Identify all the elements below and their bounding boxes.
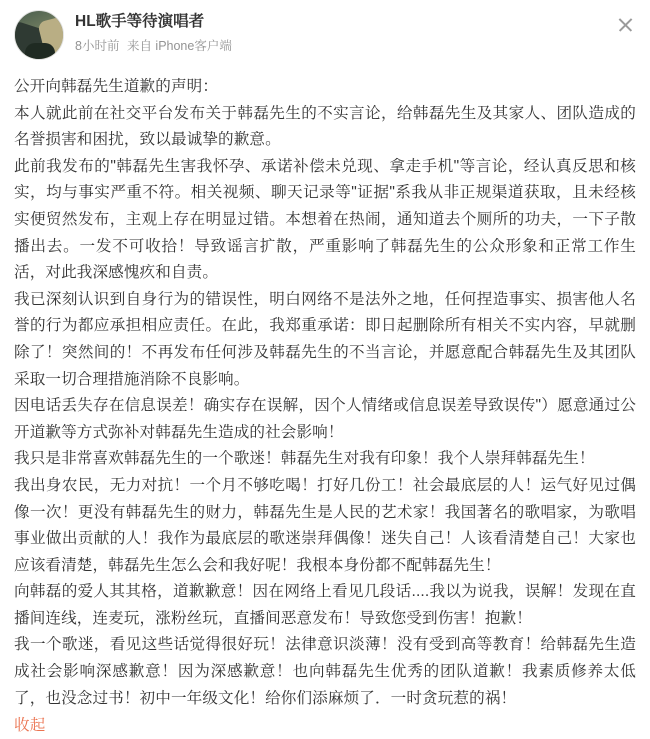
avatar-shape-bottom xyxy=(25,43,55,60)
post-meta xyxy=(75,38,232,54)
post-paragraph: 我出身农民，无力对抗！一个月不够吃喝！打好几份工！社会最底层的人！运气好见过偶像一次！更没有韩磊先生的财力，韩磊先生是人民的艺术家！我国著名的歌唱家，为歌唱事业做出贡献的人！我作为最底层的歌迷崇拜偶像！迷失自己！人该看清楚自己！大家也应该看清楚，韩磊先生怎么会和我好呢！我根本身份都不配韩磊先生！ xyxy=(14,476,636,574)
post-source[interactable]: 来自 iPhone客户端 xyxy=(126,39,232,53)
post-paragraph: 因电话丢失存在信息误差！确实存在误解，因个人情绪或信息误差导致误传"）愿意通过公开道歉等方式弥补对韩磊先生造成的社会影响！ xyxy=(14,397,636,441)
avatar[interactable] xyxy=(14,10,64,60)
post-time: 8小时前 xyxy=(75,39,120,53)
close-icon[interactable] xyxy=(616,16,634,34)
collapse-row xyxy=(14,713,636,739)
author-name[interactable]: HL歌手等待演唱者 xyxy=(75,13,205,30)
post-content xyxy=(14,74,636,739)
post-paragraph: 我已深刻认识到自身行为的错误性，明白网络不是法外之地，任何捏造事实、损害他人名誉的行为都应承担相应责任。在此，我郑重承诺：即日起删除所有相关不实内容，早就删除了！突然间的！不再发布任何涉及韩磊先生的不当言论，并愿意配合韩磊先生及其团队采取一切合理措施消除不良影响。 xyxy=(14,290,636,388)
post-paragraph: 本人就此前在社交平台发布关于韩磊先生的不实言论，给韩磊先生及其家人、团队造成的名誉损害和困扰，致以最诚挚的歉意。 xyxy=(14,104,636,149)
post-paragraph: 向韩磊的爱人其其格，道歉歉意！因在网络上看见几段话....我以为说我，误解！发现在直播间连线，连麦玩，涨粉丝玩，直播间恶意发布！导致您受到伤害！抱歉！ xyxy=(14,583,636,627)
post-header xyxy=(14,10,636,64)
post-paragraph: 公开向韩磊先生道歉的声明： xyxy=(14,78,219,95)
collapse-button[interactable]: 收起 xyxy=(14,717,46,735)
post-paragraph: 我一个歌迷，看见这些话觉得很好玩！法律意识淡薄！没有受到高等教育！给韩磊先生造成社会影响深感歉意！因为深感歉意！也向韩磊先生优秀的团队道歉！我素质修养太低了，也没念过书！初中一年级文化！给你们添麻烦了．一时贪玩惹的祸！ xyxy=(14,636,636,707)
post-author-block xyxy=(75,10,232,54)
post-paragraph: 此前我发布的"韩磊先生害我怀孕、承诺补偿未兑现、拿走手机"等言论，经认真反思和核实，均与事实严重不符。相关视频、聊天记录等"证据"系我从非正规渠道获取，且未经核实便贸然发布，主观上存在明显过错。本想着在热闹，通知道去个厕所的功夫，一下子散播出去。一发不可收拾！导致谣言扩散，严重影响了韩磊先生的公众形象和正常工作生活，对此我深感愧疚和自责。 xyxy=(14,157,636,282)
post-paragraph: 我只是非常喜欢韩磊先生的一个歌迷！韩磊先生对我有印象！我个人崇拜韩磊先生！ xyxy=(14,450,595,468)
